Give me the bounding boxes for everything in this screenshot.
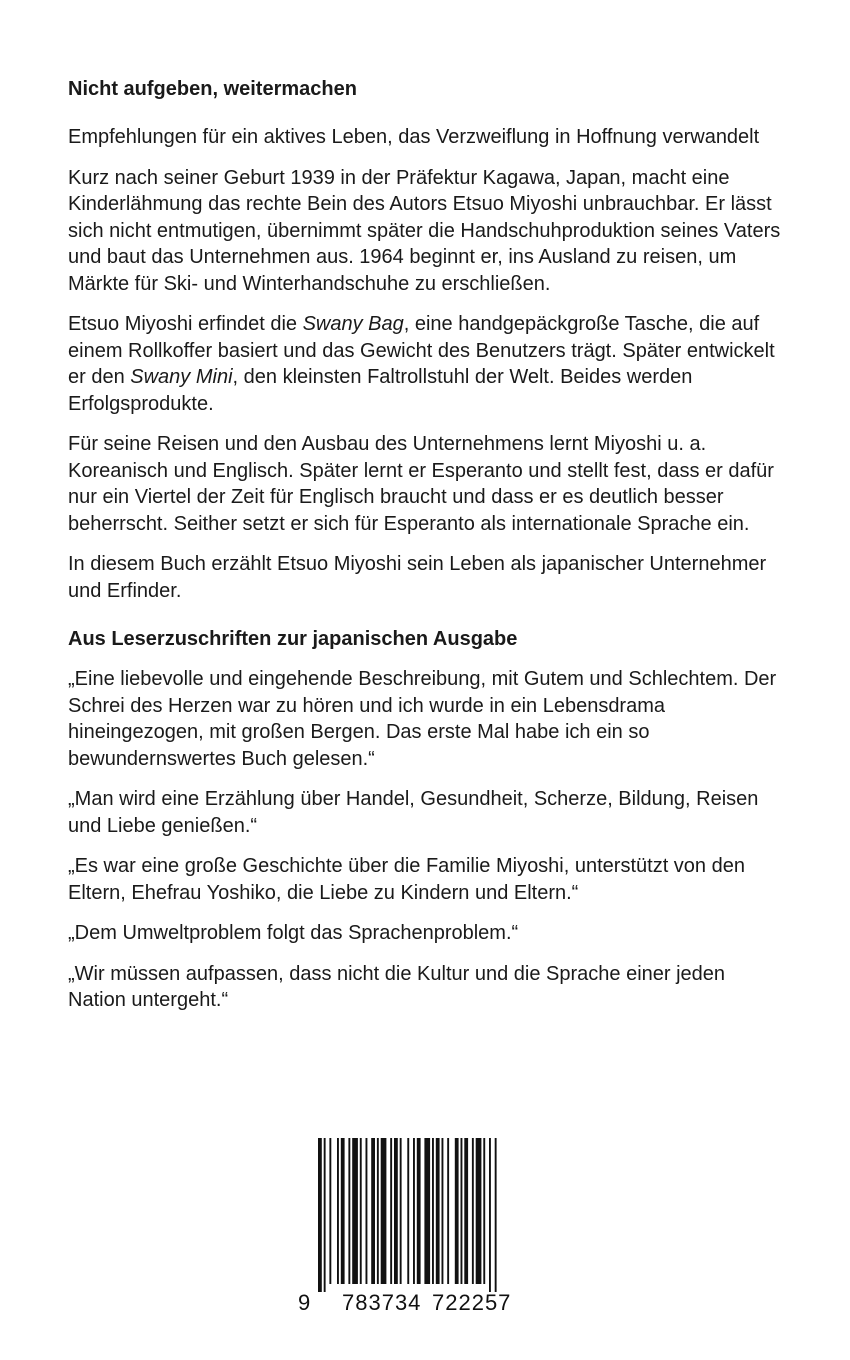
barcode-bar xyxy=(489,1138,491,1292)
paragraph-languages: Für seine Reisen und den Ausbau des Unternehmens lernt Miyoshi u. a. Koreanisch und Englisch. Später lernt er Esperanto und stellt fest, dass er dafür nur ein Viertel der Zeit für Englisch braucht und dass er es deutlich besser beherrscht. Seither setzt er sich für Esperanto als internationale Sprache ein. xyxy=(68,433,774,535)
barcode-bar xyxy=(360,1138,362,1284)
barcode-bar xyxy=(381,1138,387,1284)
barcode-bar xyxy=(472,1138,474,1284)
barcode-bar xyxy=(495,1138,497,1292)
back-cover-text xyxy=(68,76,788,1028)
barcode-digit-prefix: 9 xyxy=(298,1290,311,1315)
barcode-bar xyxy=(337,1138,339,1284)
inventions-text-c: , den kleinsten Faltrollstuhl der Welt. Beides werden Erfolgsprodukte. xyxy=(68,366,693,415)
barcode-bar xyxy=(455,1138,459,1284)
barcode-bar xyxy=(413,1138,415,1284)
barcode-bar xyxy=(424,1138,430,1284)
barcode-bar xyxy=(442,1138,444,1284)
review-quote: „Eine liebevolle und eingehende Beschreibung, mit Gutem und Schlechtem. Der Schrei des Herzen war zu hören und ich wurde in ein Lebensdrama hineingezogen, mit großen Bergen. Das erste Mal habe ich ein so bewundernswertes Buch gelesen.“ xyxy=(68,668,777,770)
barcode-bar xyxy=(407,1138,409,1284)
barcode-digits-right: 722257 xyxy=(432,1290,512,1315)
barcode-bar xyxy=(371,1138,375,1284)
product-name-swany-mini: Swany Mini xyxy=(130,366,233,388)
barcode-bar xyxy=(352,1138,358,1284)
inventions-text-a: Etsuo Miyoshi erfindet die xyxy=(68,313,303,335)
barcode-bar xyxy=(366,1138,368,1284)
barcode-bar xyxy=(390,1138,392,1284)
review-quote: „Dem Umweltproblem folgt das Sprachenproblem.“ xyxy=(68,922,519,944)
barcode-bar xyxy=(432,1138,434,1284)
barcode-bar xyxy=(329,1138,331,1284)
barcode-bar xyxy=(394,1138,398,1284)
barcode-bar xyxy=(348,1138,350,1284)
barcode-bar xyxy=(436,1138,440,1284)
barcode-bar xyxy=(417,1138,421,1284)
barcode-bar xyxy=(318,1138,322,1292)
paragraph-book-summary: In diesem Buch erzählt Etsuo Miyoshi sein Leben als japanischer Unternehmer und Erfinder. xyxy=(68,553,767,602)
barcode-bar xyxy=(447,1138,449,1284)
barcode-digits-left: 783734 xyxy=(342,1290,422,1315)
barcode-bar xyxy=(476,1138,482,1284)
review-quote: „Wir müssen aufpassen, dass nicht die Kultur und die Sprache einer jeden Nation untergeht.“ xyxy=(68,962,726,1011)
subtitle: Empfehlungen für ein aktives Leben, das Verzweiflung in Hoffnung verwandelt xyxy=(68,126,760,148)
barcode-bar xyxy=(464,1138,468,1284)
barcode-bar xyxy=(400,1138,402,1284)
barcode-bar xyxy=(461,1138,463,1284)
review-quote: „Man wird eine Erzählung über Handel, Gesundheit, Scherze, Bildung, Reisen und Liebe genießen.“ xyxy=(68,788,759,837)
inventions-text-b: , eine handgepäckgroße Tasche, die auf einem Rollkoffer basiert und das Gewicht des Benutzers trägt. Später entwickelt er den xyxy=(68,313,775,388)
paragraph-biography: Kurz nach seiner Geburt 1939 in der Präfektur Kagawa, Japan, macht eine Kinderlähmung das rechte Bein des Autors Etsuo Miyoshi unbrauchbar. Er lässt sich nicht entmutigen, übernimmt später die Handschuhproduktion seines Vaters und baut das Unternehmen aus. 1964 beginnt er, ins Ausland zu reisen, um Märkte für Ski- und Winterhandschuhe zu erschließen. xyxy=(68,166,781,295)
reviews-heading: Aus Leserzuschriften zur japanischen Ausgabe xyxy=(68,628,518,650)
barcode-bar xyxy=(483,1138,485,1284)
product-name-swany-bag: Swany Bag xyxy=(302,313,404,335)
barcode-bar xyxy=(324,1138,326,1292)
review-quote: „Es war eine große Geschichte über die Familie Miyoshi, unterstützt von den Eltern, Ehefrau Yoshiko, die Liebe zu Kindern und Eltern.“ xyxy=(68,855,745,904)
paragraph-inventions xyxy=(68,311,788,417)
isbn-barcode xyxy=(294,1138,530,1318)
page-title: Nicht aufgeben, weitermachen xyxy=(68,78,357,100)
barcode-bar xyxy=(377,1138,379,1284)
barcode-bar xyxy=(341,1138,345,1284)
